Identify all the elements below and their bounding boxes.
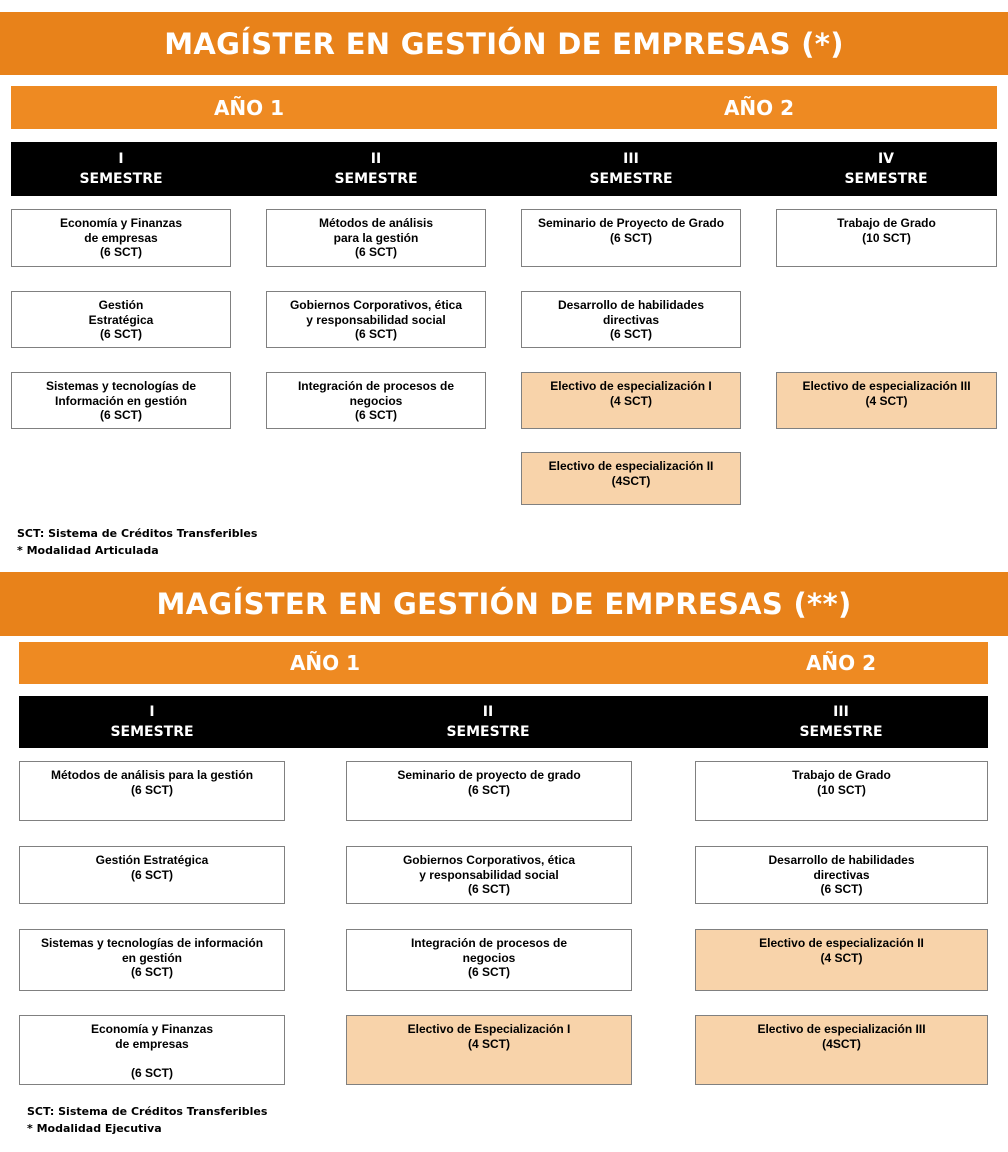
- course-box: Gobiernos Corporativos, ética y responsabilidad social (6 SCT): [266, 291, 486, 348]
- semester-label: SEMESTRE: [799, 724, 883, 740]
- program2-title-bar: [0, 572, 1008, 636]
- program1-title-bar: [0, 12, 1008, 75]
- course-box: Desarrollo de habilidades directivas (6 SCT): [695, 846, 988, 904]
- sct-note: SCT: Sistema de Créditos Transferibles: [27, 1105, 268, 1118]
- program1-notes: [17, 525, 417, 559]
- program1-semester-2: [334, 142, 417, 196]
- course-box: Trabajo de Grado (10 SCT): [695, 761, 988, 821]
- elective-box: Electivo de especialización III (4SCT): [695, 1015, 988, 1085]
- program2-notes: [27, 1103, 427, 1137]
- semester-label: SEMESTRE: [589, 171, 673, 187]
- course-box: Gobiernos Corporativos, ética y responsabilidad social (6 SCT): [346, 846, 632, 904]
- elective-box: Electivo de especialización II (4SCT): [521, 452, 741, 505]
- semester-numeral: I: [149, 704, 155, 720]
- program1-semester-1: [79, 142, 162, 196]
- modality-note: * Modalidad Ejecutiva: [27, 1122, 162, 1135]
- program2-year-2: AÑO 2: [805, 651, 877, 675]
- semester-numeral: III: [623, 151, 639, 167]
- program1-semester-bar: [11, 142, 997, 196]
- course-box: Gestión Estratégica (6 SCT): [11, 291, 231, 348]
- semester-numeral: II: [482, 704, 494, 720]
- semester-label: SEMESTRE: [334, 171, 418, 187]
- program2-year-1: AÑO 1: [289, 651, 361, 675]
- elective-box: Electivo de especialización II (4 SCT): [695, 929, 988, 991]
- elective-box: Electivo de Especialización I (4 SCT): [346, 1015, 632, 1085]
- elective-box: Electivo de especialización III (4 SCT): [776, 372, 997, 429]
- semester-numeral: III: [833, 704, 849, 720]
- program1-title: MAGÍSTER EN GESTIÓN DE EMPRESAS (*): [164, 26, 844, 61]
- elective-box: Electivo de especialización I (4 SCT): [521, 372, 741, 429]
- course-box: Sistemas y tecnologías de Información en gestión (6 SCT): [11, 372, 231, 429]
- program2-semester-3: [799, 696, 882, 748]
- program1-year-2: AÑO 2: [723, 95, 795, 120]
- modality-note: * Modalidad Articulada: [17, 544, 159, 557]
- program2-semester-1: [110, 696, 193, 748]
- semester-numeral: I: [118, 151, 124, 167]
- course-box: Seminario de proyecto de grado (6 SCT): [346, 761, 632, 821]
- course-box: Desarrollo de habilidades directivas (6 SCT): [521, 291, 741, 348]
- course-box: Métodos de análisis para la gestión (6 SCT): [19, 761, 285, 821]
- course-box: Economía y Finanzas de empresas (6 SCT): [11, 209, 231, 267]
- program2-semester-2: [446, 696, 529, 748]
- semester-label: SEMESTRE: [446, 724, 530, 740]
- program2-year-bar: [19, 642, 988, 684]
- course-box: Trabajo de Grado (10 SCT): [776, 209, 997, 267]
- semester-numeral: II: [370, 151, 382, 167]
- course-box: Sistemas y tecnologías de información en gestión (6 SCT): [19, 929, 285, 991]
- program1-semester-3: [589, 142, 672, 196]
- course-box: Métodos de análisis para la gestión (6 SCT): [266, 209, 486, 267]
- program2-title: MAGÍSTER EN GESTIÓN DE EMPRESAS (**): [156, 587, 852, 621]
- course-box: Integración de procesos de negocios (6 SCT): [266, 372, 486, 429]
- course-box: Economía y Finanzas de empresas (6 SCT): [19, 1015, 285, 1085]
- program1-year-bar: [11, 86, 997, 129]
- program2-semester-bar: [19, 696, 988, 748]
- semester-label: SEMESTRE: [110, 724, 194, 740]
- semester-label: SEMESTRE: [844, 171, 928, 187]
- course-box: Integración de procesos de negocios (6 SCT): [346, 929, 632, 991]
- program1-year-1: AÑO 1: [213, 95, 285, 120]
- semester-label: SEMESTRE: [79, 171, 163, 187]
- course-box: Seminario de Proyecto de Grado (6 SCT): [521, 209, 741, 267]
- course-box: Gestión Estratégica (6 SCT): [19, 846, 285, 904]
- program1-semester-4: [844, 142, 927, 196]
- sct-note: SCT: Sistema de Créditos Transferibles: [17, 527, 258, 540]
- semester-numeral: IV: [877, 151, 895, 167]
